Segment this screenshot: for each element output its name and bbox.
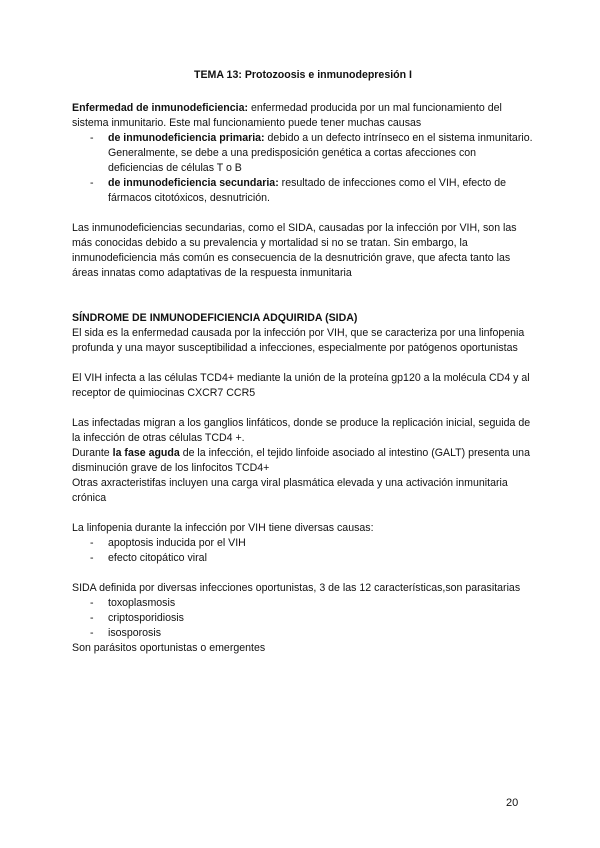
definition-text: enfermedad producida por un mal funcionamiento del sistema inmunitario. Este mal funcionamiento puede tener muchas causas	[72, 102, 502, 129]
list-item	[72, 596, 534, 611]
list-item-text: criptosporidiosis	[108, 612, 184, 624]
list-item-term: de inmunodeficiencia primaria:	[108, 132, 265, 144]
sida-definition: El sida es la enfermedad causada por la infección por VIH, que se caracteriza por una linfopenia profunda y una mayor susceptibilidad a infecciones, especialmente por patógenos oportunistas	[72, 327, 525, 354]
page-content	[72, 68, 534, 656]
definition-term: Enfermedad de inmunodeficiencia:	[72, 102, 249, 114]
acute-phase-paragraph	[72, 446, 534, 476]
sida-heading: SÍNDROME DE INMUNODEFICIENCIA ADQUIRIDA (SIDA)	[72, 312, 358, 324]
bullet-dash: -	[90, 132, 94, 144]
bullet-dash: -	[90, 552, 94, 564]
list-item-text: debido a un defecto intrínseco en el sistema inmunitario. Generalmente, se debe a una predisposición genética a cortas afecciones con deficiencias de células T o B	[108, 132, 533, 174]
bullet-dash: -	[90, 177, 94, 189]
bullet-dash: -	[90, 537, 94, 549]
acute-text: de la infección, el tejido linfoide asociado al intestino (GALT) presenta una disminución grave de los linfocitos TCD4+	[72, 447, 530, 474]
migration-paragraph: Las infectadas migran a los ganglios linfáticos, donde se produce la replicación inicial, seguida de la infección de otras células TCD4 +.	[72, 417, 531, 444]
bullet-dash: -	[90, 627, 94, 639]
immunodeficiency-types-list	[72, 131, 534, 206]
list-item	[72, 551, 534, 566]
bullet-dash: -	[90, 597, 94, 609]
vih-infection-paragraph: El VIH infecta a las células TCD4+ mediante la unión de la proteína gp120 a la molécula CD4 y al receptor de quimiocinas CXCR7 CCR5	[72, 372, 530, 399]
list-item	[72, 626, 534, 641]
acute-prefix: Durante	[72, 447, 113, 459]
list-item-text: isosporosis	[108, 627, 161, 639]
parasitic-infections-list	[72, 596, 534, 641]
list-item-text: efecto citopático viral	[108, 552, 207, 564]
immunodeficiency-definition	[72, 101, 534, 131]
page-title: TEMA 13: Protozoosis e inmunodepresión I	[194, 69, 412, 81]
list-item-text: apoptosis inducida por el VIH	[108, 537, 246, 549]
list-item-term: de inmunodeficiencia secundaria:	[108, 177, 279, 189]
list-item	[72, 536, 534, 551]
lymphopenia-intro: La linfopenia durante la infección por VIH tiene diversas causas:	[72, 522, 374, 534]
list-item	[72, 131, 534, 176]
list-item	[72, 611, 534, 626]
list-item-text: toxoplasmosis	[108, 597, 176, 609]
list-item-text: resultado de infecciones como el VIH, efecto de fármacos citotóxicos, desnutrición.	[108, 177, 507, 204]
bullet-dash: -	[90, 612, 94, 624]
secondary-immunodeficiency-paragraph: Las inmunodeficiencias secundarias, como el SIDA, causadas por la infección por VIH, son las más conocidas debido a su prevalencia y mortalidad si no se tratan. Sin embargo, la inmunodeficiencia más común es consecuencia de la desnutrición grave, que afecta tanto las áreas innatas como adaptativas de la respuesta inmunitaria	[72, 222, 517, 279]
lymphopenia-causes-list	[72, 536, 534, 566]
closing-line: Son parásitos oportunistas o emergentes	[72, 642, 266, 654]
list-item	[72, 176, 534, 206]
page-number: 20	[506, 797, 519, 809]
acute-term: la fase aguda	[112, 447, 180, 459]
opportunistic-infections-intro: SIDA definida por diversas infecciones oportunistas, 3 de las 12 características,son parasitarias	[72, 582, 521, 594]
other-features-paragraph: Otras axracteristifas incluyen una carga viral plasmática elevada y una activación inmunitaria crónica	[72, 477, 508, 504]
